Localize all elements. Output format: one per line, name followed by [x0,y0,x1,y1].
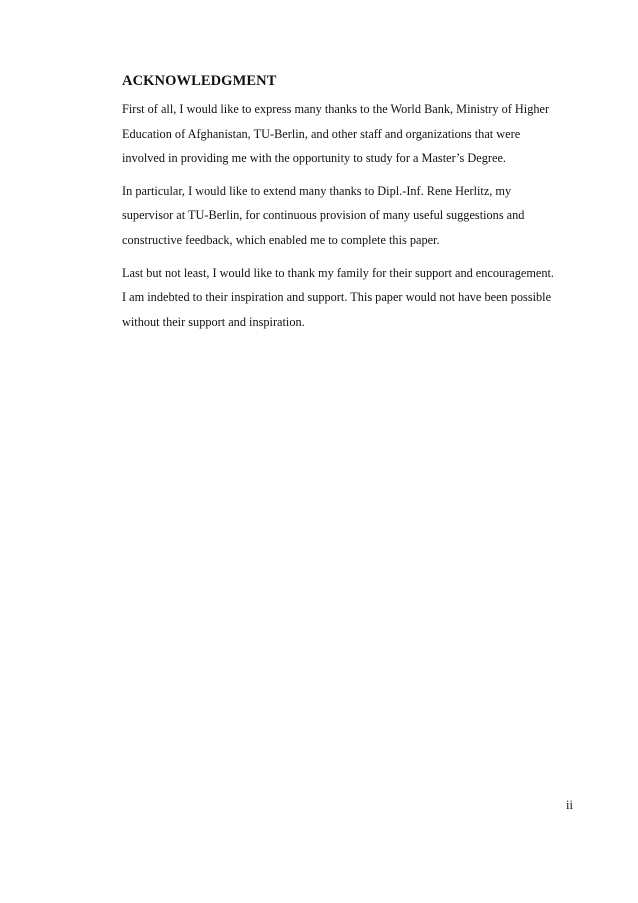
text-line: I am indebted to their inspiration and support. This paper would not have been possible [122,290,552,305]
page-number: ii [566,798,573,812]
text-line: Last but not least, I would like to thank my family for their support and encouragement. [122,265,554,280]
paragraph-thanks-supervisor [122,179,582,253]
section-heading: ACKNOWLEDGMENT [122,73,277,89]
acknowledgment-section [122,71,582,342]
text-line: constructive feedback, which enabled me to complete this paper. [122,232,440,247]
text-line: without their support and inspiration. [122,314,305,329]
text-line: Education of Afghanistan, TU-Berlin, and other staff and organizations that were [122,126,521,141]
text-line: supervisor at TU-Berlin, for continuous provision of many useful suggestions and [122,208,525,223]
paragraph-thanks-institutions [122,97,582,171]
text-line: In particular, I would like to extend many thanks to Dipl.-Inf. Rene Herlitz, my [122,183,512,198]
text-line: involved in providing me with the opportunity to study for a Master’s Degree. [122,151,506,166]
paragraph-thanks-family [122,261,582,335]
text-line: First of all, I would like to express many thanks to the World Bank, Ministry of Higher [122,102,550,116]
